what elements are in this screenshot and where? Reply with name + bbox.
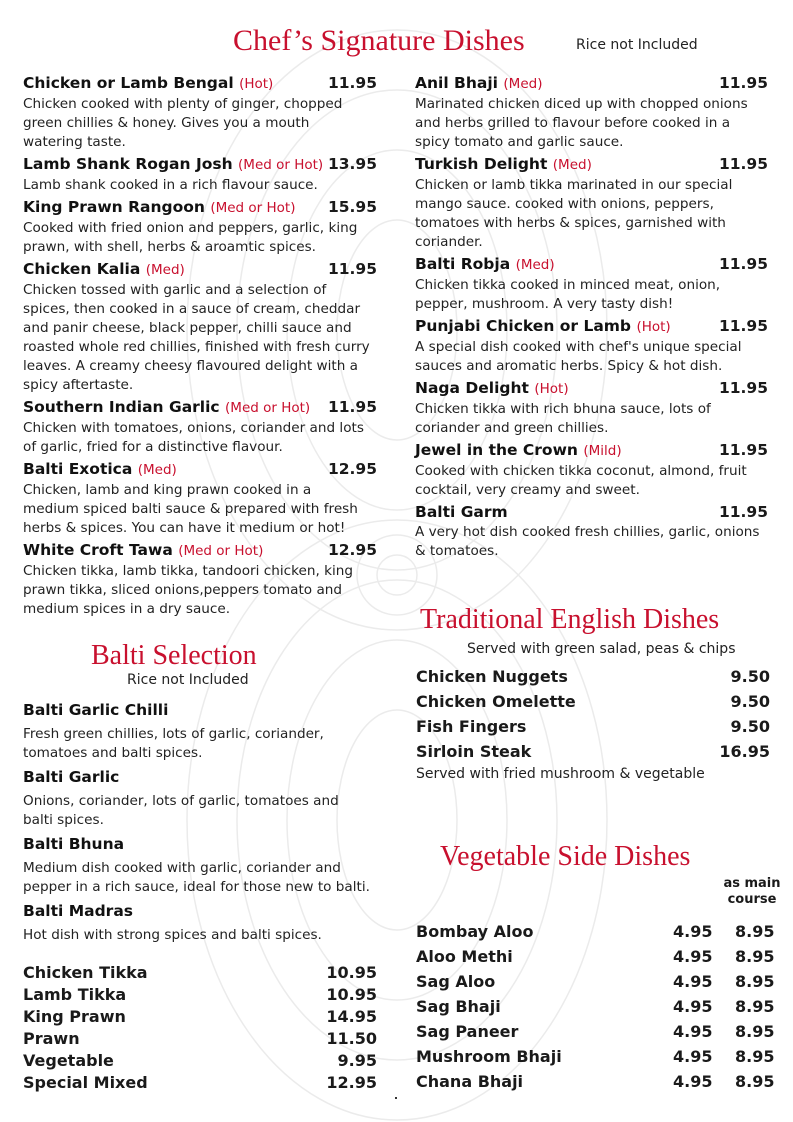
english-footnote: Served with fried mushroom & vegetable xyxy=(416,766,705,782)
dish-description xyxy=(415,462,768,500)
dish-item xyxy=(23,259,377,395)
dish-description-line: Chicken tikka, lamb tikka, tandoori chicken, king xyxy=(23,563,353,579)
dish-heat-level: (Med) xyxy=(137,462,177,478)
dish-name: Chicken or Lamb Bengal xyxy=(23,74,234,92)
dish-description-line: spices, then cooked in a sauce of cream, cheddar xyxy=(23,301,361,317)
vegetable-main-price: 8.95 xyxy=(735,922,775,941)
vegetable-side-price: 4.95 xyxy=(673,972,713,991)
page-dot xyxy=(395,1097,397,1099)
dish-heat-level: (Med or Hot) xyxy=(225,400,311,416)
vegetable-dish-row xyxy=(416,921,776,946)
dish-description-line: herbs & spices. You can have it medium or hot! xyxy=(23,520,346,536)
english-served-note: Served with green salad, peas & chips xyxy=(467,641,736,657)
vegetable-dish-name: Bombay Aloo xyxy=(416,922,534,941)
vegetable-dish-row xyxy=(416,996,776,1021)
english-dish-row xyxy=(416,716,770,741)
balti-option-name: Special Mixed xyxy=(23,1073,148,1092)
dish-description xyxy=(23,481,377,538)
balti-style-description-line: Onions, coriander, lots of garlic, tomatoes and xyxy=(23,793,339,809)
english-dish-name: Sirloin Steak xyxy=(416,742,532,761)
dish-price: 11.95 xyxy=(327,260,377,278)
signature-right-column xyxy=(415,73,768,563)
dish-price: 11.95 xyxy=(718,255,768,273)
dish-price: 13.95 xyxy=(327,155,377,173)
balti-price-row xyxy=(23,1050,377,1072)
dish-description-line: prawn, with shell, herbs & aroamtic spices. xyxy=(23,239,317,255)
vegetable-main-price: 8.95 xyxy=(735,972,775,991)
dish-description-line: leaves. A creamy cheesy flavoured delight with a xyxy=(23,358,358,374)
balti-style-description-line: tomatoes and balti spices. xyxy=(23,745,203,761)
dish-price: 11.95 xyxy=(718,503,768,521)
dish-item xyxy=(415,73,768,152)
dish-item xyxy=(415,502,768,561)
vegetable-side-price: 4.95 xyxy=(673,1072,713,1091)
dish-description xyxy=(415,400,768,438)
dish-item xyxy=(415,316,768,376)
balti-option-name: King Prawn xyxy=(23,1007,126,1026)
dish-heat-level: (Med) xyxy=(145,262,185,278)
dish-name: Punjabi Chicken or Lamb xyxy=(415,317,632,335)
dish-description-line: Chicken with tomatoes, onions, coriander and lots xyxy=(23,420,364,436)
dish-description-line: Chicken cooked with plenty of ginger, chopped xyxy=(23,96,343,112)
vegetable-side-price: 4.95 xyxy=(673,1047,713,1066)
balti-option-name: Vegetable xyxy=(23,1051,114,1070)
balti-option-price: 10.95 xyxy=(326,985,377,1004)
dish-description-line: roasted whole red chillies, finished with fresh curry xyxy=(23,339,370,355)
vegetable-dish-name: Sag Paneer xyxy=(416,1022,519,1041)
main-course-header xyxy=(722,876,782,908)
english-title: Traditional English Dishes xyxy=(420,604,720,635)
balti-style-name: Balti Garlic Chilli xyxy=(23,701,169,719)
dish-name-line xyxy=(415,440,768,462)
dish-description-line: A special dish cooked with chef's unique special xyxy=(415,339,742,355)
dish-name-line xyxy=(415,254,768,276)
vegetable-dish-name: Mushroom Bhaji xyxy=(416,1047,562,1066)
dish-name-line xyxy=(23,259,377,281)
balti-styles-list xyxy=(23,700,383,949)
dish-description xyxy=(23,176,377,195)
balti-style-item xyxy=(23,834,383,897)
vegetable-dish-row xyxy=(416,1021,776,1046)
dish-price: 11.95 xyxy=(718,379,768,397)
balti-price-row xyxy=(23,1006,377,1028)
dish-description-line: medium spiced balti sauce & prepared with fresh xyxy=(23,501,358,517)
dish-name-line xyxy=(415,378,768,400)
dish-description-line: watering taste. xyxy=(23,134,126,150)
dish-heat-level: (Hot) xyxy=(534,381,569,397)
dish-description xyxy=(415,338,768,376)
dish-heat-level: (Hot) xyxy=(636,319,671,335)
english-dish-price: 9.50 xyxy=(730,667,770,686)
vegetable-main-price: 8.95 xyxy=(735,997,775,1016)
dish-name: King Prawn Rangoon xyxy=(23,198,205,216)
dish-description-line: A very hot dish cooked fresh chillies, garlic, onions xyxy=(415,524,760,540)
signature-left-column xyxy=(23,73,377,621)
dish-name-line xyxy=(23,154,377,176)
balti-option-price: 9.95 xyxy=(337,1051,377,1070)
balti-option-price: 11.50 xyxy=(326,1029,377,1048)
balti-style-description-line: Medium dish cooked with garlic, coriander and xyxy=(23,860,341,876)
balti-option-name: Chicken Tikka xyxy=(23,963,148,982)
dish-description-line: Cooked with chicken tikka coconut, almond, fruit xyxy=(415,463,747,479)
dish-heat-level: (Med) xyxy=(515,257,555,273)
vegetable-side-price: 4.95 xyxy=(673,947,713,966)
english-dish-price: 16.95 xyxy=(719,742,770,761)
dish-price: 15.95 xyxy=(327,198,377,216)
balti-style-description xyxy=(23,926,383,945)
vegetable-main-price: 8.95 xyxy=(735,1047,775,1066)
dish-description xyxy=(23,419,377,457)
balti-option-price: 12.95 xyxy=(326,1073,377,1092)
dish-description-line: pepper, mushroom. A very tasty dish! xyxy=(415,296,674,312)
english-dish-name: Chicken Nuggets xyxy=(416,667,568,686)
dish-name: Southern Indian Garlic xyxy=(23,398,220,416)
vegetable-dish-name: Sag Aloo xyxy=(416,972,496,991)
dish-heat-level: (Med) xyxy=(552,157,592,173)
balti-style-description-line: Hot dish with strong spices and balti spices. xyxy=(23,927,322,943)
dish-price: 11.95 xyxy=(327,74,377,92)
balti-price-row xyxy=(23,984,377,1006)
dish-price: 12.95 xyxy=(327,541,377,559)
dish-description xyxy=(23,562,377,619)
dish-description-line: medium spices in a dry sauce. xyxy=(23,601,231,617)
dish-heat-level: (Med or Hot) xyxy=(178,543,264,559)
dish-description xyxy=(415,523,768,561)
vegetable-dish-list xyxy=(416,921,776,1096)
dish-price: 11.95 xyxy=(718,317,768,335)
dish-description-line: green chillies & honey. Gives you a mouth xyxy=(23,115,310,131)
dish-name-line xyxy=(23,397,377,419)
balti-style-name: Balti Bhuna xyxy=(23,835,125,853)
dish-description-line: Chicken tikka cooked in minced meat, onion, xyxy=(415,277,721,293)
english-dish-price: 9.50 xyxy=(730,692,770,711)
dish-name-line xyxy=(415,316,768,338)
balti-style-description-line: Fresh green chillies, lots of garlic, coriander, xyxy=(23,726,324,742)
dish-description-line: of garlic, fried for a distinctive flavour. xyxy=(23,439,283,455)
balti-title: Balti Selection xyxy=(91,640,257,671)
dish-heat-level: (Mild) xyxy=(583,443,622,459)
dish-description-line: Chicken or lamb tikka marinated in our special xyxy=(415,177,733,193)
dish-heat-level: (Med or Hot) xyxy=(210,200,296,216)
dish-description-line: Cooked with fried onion and peppers, garlic, king xyxy=(23,220,358,236)
vegetable-main-price: 8.95 xyxy=(735,947,775,966)
dish-item xyxy=(23,154,377,195)
dish-name: Turkish Delight xyxy=(415,155,548,173)
dish-item xyxy=(415,154,768,252)
dish-item xyxy=(23,397,377,457)
dish-description-line: prawn tikka, sliced onions,peppers tomato and xyxy=(23,582,343,598)
balti-style-name: Balti Madras xyxy=(23,902,134,920)
dish-description-line: coriander and green chillies. xyxy=(415,420,609,436)
dish-heat-level: (Med or Hot) xyxy=(238,157,324,173)
dish-description xyxy=(415,95,768,152)
dish-item xyxy=(23,73,377,152)
vegetable-dish-row xyxy=(416,971,776,996)
balti-rice-note: Rice not Included xyxy=(127,672,249,688)
balti-style-item xyxy=(23,700,383,763)
english-dish-name: Chicken Omelette xyxy=(416,692,576,711)
vegetable-side-price: 4.95 xyxy=(673,922,713,941)
vegetable-dish-row xyxy=(416,1046,776,1071)
balti-style-name: Balti Garlic xyxy=(23,768,120,786)
balti-price-row xyxy=(23,1072,377,1094)
vegetable-main-price: 8.95 xyxy=(735,1072,775,1091)
vegetable-dish-row xyxy=(416,946,776,971)
dish-description-line: cocktail, very creamy and sweet. xyxy=(415,482,640,498)
dish-name: Balti Garm xyxy=(415,503,508,521)
balti-option-price: 10.95 xyxy=(326,963,377,982)
dish-heat-level: (Med) xyxy=(503,76,543,92)
dish-description-line: sauces and aromatic herbs. Spicy & hot dish. xyxy=(415,358,723,374)
vegetable-title: Vegetable Side Dishes xyxy=(440,841,691,872)
balti-style-description xyxy=(23,725,383,763)
balti-option-name: Prawn xyxy=(23,1029,80,1048)
dish-name: Balti Exotica xyxy=(23,460,133,478)
dish-item xyxy=(415,440,768,500)
vegetable-dish-name: Chana Bhaji xyxy=(416,1072,524,1091)
dish-price: 12.95 xyxy=(327,460,377,478)
dish-name: Anil Bhaji xyxy=(415,74,498,92)
balti-style-description xyxy=(23,859,383,897)
dish-name-line xyxy=(23,73,377,95)
dish-name-line xyxy=(415,502,768,523)
dish-name-line xyxy=(415,73,768,95)
dish-heat-level: (Hot) xyxy=(239,76,274,92)
dish-description-line: coriander. xyxy=(415,234,483,250)
balti-price-row xyxy=(23,962,377,984)
balti-style-item xyxy=(23,767,383,830)
english-dish-row xyxy=(416,666,770,691)
dish-name: Lamb Shank Rogan Josh xyxy=(23,155,233,173)
vegetable-dish-name: Sag Bhaji xyxy=(416,997,501,1016)
dish-description-line: mango sauce. cooked with onions, peppers, xyxy=(415,196,714,212)
dish-description-line: Chicken tossed with garlic and a selection of xyxy=(23,282,327,298)
dish-item xyxy=(415,254,768,314)
dish-description-line: spicy aftertaste. xyxy=(23,377,134,393)
dish-price: 11.95 xyxy=(718,74,768,92)
dish-name: Chicken Kalia xyxy=(23,260,141,278)
dish-name-line xyxy=(23,540,377,562)
main-course-label-1: as main xyxy=(723,876,781,891)
dish-description xyxy=(23,281,377,395)
dish-item xyxy=(23,459,377,538)
dish-name-line xyxy=(23,197,377,219)
dish-item xyxy=(23,197,377,257)
dish-description-line: Lamb shank cooked in a rich flavour sauce. xyxy=(23,177,318,193)
dish-description-line: Marinated chicken diced up with chopped onions xyxy=(415,96,748,112)
balti-style-description-line: pepper in a rich sauce, ideal for those new to balti. xyxy=(23,879,370,895)
dish-description xyxy=(415,276,768,314)
dish-name: Naga Delight xyxy=(415,379,529,397)
balti-style-description xyxy=(23,792,383,830)
dish-name-line xyxy=(415,154,768,176)
dish-description-line: tomatoes with herbs & spices, garnished with xyxy=(415,215,726,231)
dish-description-line: and herbs grilled to flavour before cooked in a xyxy=(415,115,731,131)
balti-style-description-line: balti spices. xyxy=(23,812,104,828)
dish-item xyxy=(23,540,377,619)
dish-name: Balti Robja xyxy=(415,255,511,273)
dish-description xyxy=(23,95,377,152)
balti-option-price: 14.95 xyxy=(326,1007,377,1026)
balti-price-row xyxy=(23,1028,377,1050)
dish-description-line: Chicken, lamb and king prawn cooked in a xyxy=(23,482,312,498)
vegetable-side-price: 4.95 xyxy=(673,997,713,1016)
dish-description-line: spicy tomato and garlic sauce. xyxy=(415,134,624,150)
dish-description xyxy=(415,176,768,252)
dish-price: 11.95 xyxy=(327,398,377,416)
dish-name: Jewel in the Crown xyxy=(415,441,578,459)
vegetable-dish-name: Aloo Methi xyxy=(416,947,513,966)
signature-rice-note: Rice not Included xyxy=(576,37,698,53)
signature-title: Chef’s Signature Dishes xyxy=(233,24,525,57)
dish-price: 11.95 xyxy=(718,155,768,173)
dish-name-line xyxy=(23,459,377,481)
english-dish-name: Fish Fingers xyxy=(416,717,527,736)
balti-price-list xyxy=(23,962,377,1094)
main-course-label-2: course xyxy=(727,892,777,907)
english-dish-price: 9.50 xyxy=(730,717,770,736)
dish-price: 11.95 xyxy=(718,441,768,459)
english-dish-list xyxy=(416,666,770,766)
dish-description-line: Chicken tikka with rich bhuna sauce, lots of xyxy=(415,401,711,417)
vegetable-main-price: 8.95 xyxy=(735,1022,775,1041)
balti-option-name: Lamb Tikka xyxy=(23,985,127,1004)
dish-item xyxy=(415,378,768,438)
vegetable-dish-row xyxy=(416,1071,776,1096)
dish-name: White Croft Tawa xyxy=(23,541,173,559)
dish-description xyxy=(23,219,377,257)
dish-description-line: & tomatoes. xyxy=(415,543,499,559)
vegetable-side-price: 4.95 xyxy=(673,1022,713,1041)
english-dish-row xyxy=(416,741,770,766)
balti-style-item xyxy=(23,901,383,945)
english-dish-row xyxy=(416,691,770,716)
dish-description-line: and panir cheese, black pepper, chilli sauce and xyxy=(23,320,352,336)
